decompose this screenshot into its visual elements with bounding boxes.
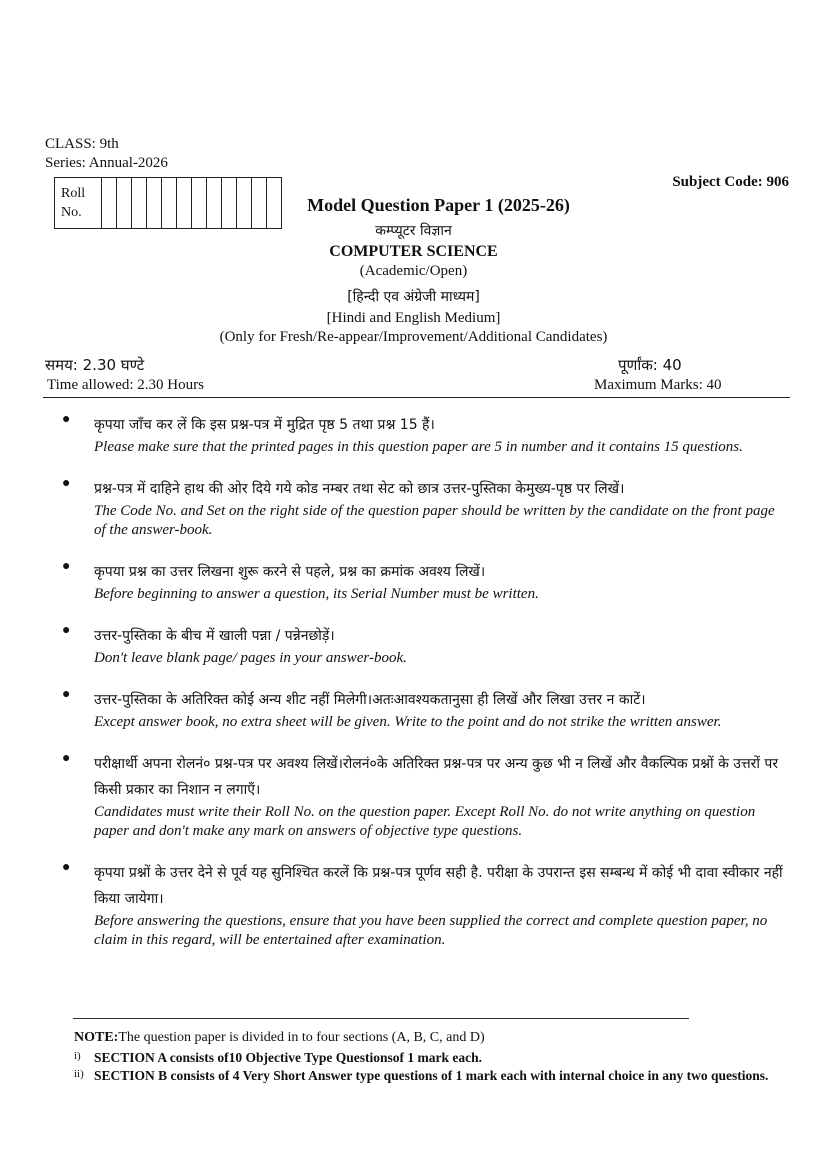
bullet-icon: ● <box>62 412 71 427</box>
instruction-english: Before answering the questions, ensure that you have been supplied the correct and complete question paper, no claim in this regard, will be entertained after examination. <box>94 913 768 948</box>
roll-label-line1: Roll <box>61 186 86 201</box>
subject-english: COMPUTER SCIENCE <box>329 243 498 260</box>
instruction-hindi: उत्तर-पुस्तिका के अतिरिक्त कोई अन्य शीट नहीं मिलेगी।अतःआवश्यकतानुसा ही लिखें और लिखा उत्तर न काटें। <box>94 692 646 708</box>
instruction-english: The Code No. and Set on the right side of the question paper should be written by the candidate on the front page of the answer-book. <box>94 503 775 538</box>
list-item <box>62 476 790 540</box>
medium-hindi: [हिन्दी एव अंग्रेजी माध्यम] <box>347 289 480 305</box>
bullet-icon: ● <box>62 751 71 766</box>
bullet-icon: ● <box>62 860 71 875</box>
instruction-english: Except answer book, no extra sheet will be given. Write to the point and do not strike the written answer. <box>94 714 722 730</box>
section-text: SECTION B consists of 4 Very Short Answer type questions of 1 mark each with internal choice in any two questions. <box>94 1068 769 1083</box>
instruction-english: Before beginning to answer a question, its Serial Number must be written. <box>94 586 539 602</box>
instructions-list <box>62 412 790 969</box>
bullet-icon: ● <box>62 687 71 702</box>
bullet-icon: ● <box>62 623 71 638</box>
series-line: Series: Annual-2026 <box>45 155 168 171</box>
list-item <box>62 559 790 604</box>
bullet-icon: ● <box>62 559 71 574</box>
stream: (Academic/Open) <box>359 263 468 279</box>
instruction-hindi: कृपया जाँच कर लें कि इस प्रश्न-पत्र में मुद्रित पृष्ठ 5 तथा प्रश्न 15 हैं। <box>94 417 435 433</box>
marks-hindi: पूर्णांक: 40 <box>618 356 682 374</box>
list-item <box>62 751 790 841</box>
note-divider <box>73 1018 689 1019</box>
roll-label-line2: No. <box>61 205 82 220</box>
note-label: NOTE: <box>74 1030 119 1045</box>
instruction-english: Candidates must write their Roll No. on the question paper. Except Roll No. do not write anything on question paper and don't make any mark on answers of objective type questions. <box>94 804 756 839</box>
medium-english: [Hindi and English Medium] <box>326 310 501 326</box>
instruction-hindi: परीक्षार्थी अपना रोलनं० प्रश्न-पत्र पर अवश्य लिखें।रोलनं०के अतिरिक्त प्रश्न-पत्र पर अन्य कुछ भी न लिखें और वैकल्पिक प्रश्नों के उत्तरों पर किसी प्रकार का निशान न लगाएँ। <box>94 756 779 798</box>
instruction-english: Don't leave blank page/ pages in your answer-book. <box>94 650 407 666</box>
candidates-line: (Only for Fresh/Re-appear/Improvement/Additional Candidates) <box>219 329 608 345</box>
instruction-hindi: प्रश्न-पत्र में दाहिने हाथ की ओर दिये गये कोड नम्बर तथा सेट को छात्र उत्तर-पुस्तिका केमुख्य-पृष्ठ पर लिखें। <box>94 481 625 497</box>
section-number: i) <box>74 1050 81 1062</box>
section-number: ii) <box>74 1068 84 1080</box>
class-line: CLASS: 9th <box>45 136 119 152</box>
instruction-hindi: कृपया प्रश्नों के उत्तर देने से पूर्व यह सुनिश्चित करलें कि प्रश्न-पत्र पूर्णव सही है. परीक्षा के उपरान्त इस सम्बन्ध में कोई भी दावा स्वीकार नहीं किया जायेगा। <box>94 865 783 907</box>
list-item <box>62 860 790 950</box>
bullet-icon: ● <box>62 476 71 491</box>
note-text: The question paper is divided in to four sections (A, B, C, and D) <box>118 1030 485 1045</box>
header-divider <box>43 397 790 398</box>
time-hindi: समय: 2.30 घण्टे <box>45 356 145 374</box>
note <box>74 1030 485 1046</box>
instruction-english: Please make sure that the printed pages in this question paper are 5 in number and it contains 15 questions. <box>94 439 743 455</box>
section-item <box>74 1067 794 1103</box>
list-item <box>62 412 790 457</box>
time-english: Time allowed: 2.30 Hours <box>47 377 204 393</box>
instruction-hindi: उत्तर-पुस्तिका के बीच में खाली पन्ना / पन्नेनछोड़ें। <box>94 628 335 644</box>
section-item <box>74 1049 794 1067</box>
paper-title: Model Question Paper 1 (2025-26) <box>307 195 570 215</box>
subject-code: Subject Code: 906 <box>672 174 789 190</box>
list-item <box>62 623 790 668</box>
section-text: SECTION A consists of10 Objective Type Questionsof 1 mark each. <box>94 1050 483 1065</box>
marks-english: Maximum Marks: 40 <box>594 377 722 393</box>
subject-hindi: कम्प्यूटर विज्ञान <box>375 223 452 239</box>
list-item <box>62 687 790 732</box>
instruction-hindi: कृपया प्रश्न का उत्तर लिखना शुरू करने से पहले, प्रश्न का क्रमांक अवश्य लिखें। <box>94 564 486 580</box>
